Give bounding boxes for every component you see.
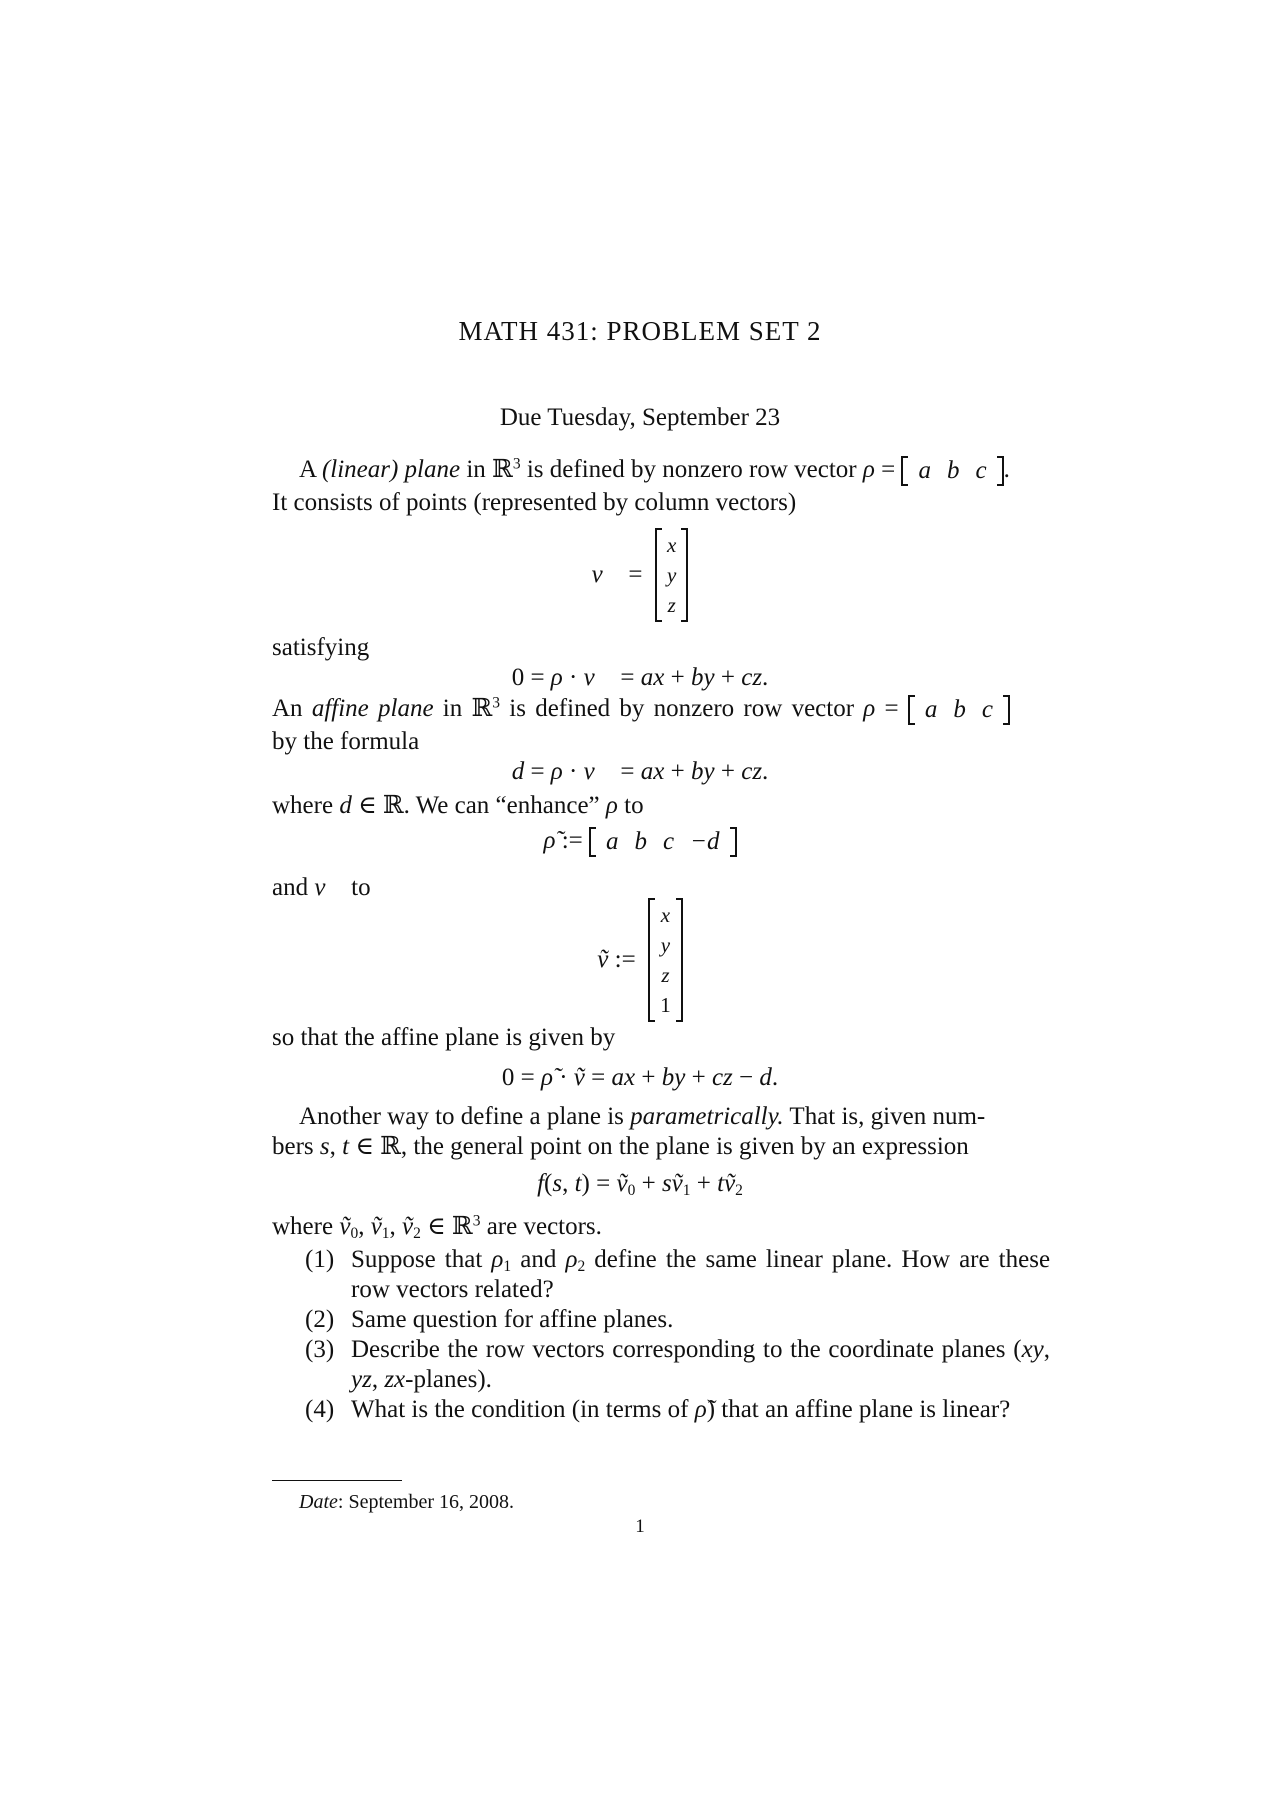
paragraph-parametric-line1 (272, 1102, 1074, 1132)
column-vector-v-tilde: x y z 1 (648, 898, 683, 1022)
text-fragment: to (351, 874, 371, 901)
equation-affine-plane: d = ρ · v⃗ = ax + by + cz. (511, 758, 769, 785)
paragraph-linear-plane-line1: A (linear) plane in ℝ$^3$ is defined by nonzero row vector ρ = a b c . (299, 455, 1010, 485)
column-vector-v: x y z (655, 528, 688, 622)
text-fragment: define the same linear plane. How are these row vectors related? (351, 1246, 1051, 1303)
equation-affine-tilde: 0 = ρ̃ · ṽ = ax + by + cz − d. (501, 1064, 779, 1091)
footnote-rule (272, 1480, 402, 1481)
text-fragment: Suppose that (351, 1246, 483, 1273)
page-number: 1 (635, 1516, 645, 1537)
text-fragment: bers (272, 1133, 314, 1160)
footnote-text: : September 16, 2008. (337, 1491, 514, 1513)
paragraph-parametric-line2: bers s, t ∈ ℝ, the general point on the plane is given by an expression (272, 1133, 969, 1160)
text-so-that: so that the affine plane is given by (272, 1024, 616, 1051)
item-number: (2) (305, 1306, 335, 1333)
paragraph-affine-plane-line1: An affine plane in ℝ$^3$ is defined by nonzero row vector ρ = a b c (272, 694, 1047, 725)
row-vector-rho-affine: a b c (908, 695, 1010, 725)
text-fragment: Describe the row vectors corresponding to the coordinate planes (351, 1336, 1006, 1363)
list-item: (4) What is the condition (in terms of ρ̃) that an affine plane is linear? (305, 1396, 1011, 1423)
equation-linear-plane: 0 = ρ · v⃗ = ax + by + cz. (511, 664, 769, 691)
text-fragment: and (272, 874, 309, 901)
equation-v-column: v⃗ = x y z (0, 528, 1280, 622)
equation-rho-tilde: ρ̃ := a b c −d (0, 826, 1280, 857)
text-fragment: to (624, 792, 644, 819)
paragraph-where-vectors: where ṽ$_0$, ṽ$_1$, ṽ$_2$ ∈ ℝ$^3$ are vectors. (272, 1212, 602, 1242)
text-fragment: What is the condition (in terms of (351, 1396, 689, 1423)
text-fragment: where (272, 792, 334, 819)
text-fragment: where (272, 1213, 334, 1240)
paragraph-linear-plane-line2: It consists of points (represented by column vectors) (272, 489, 797, 516)
text-fragment: the general point on the plane is given by an expression (413, 1133, 969, 1160)
text-fragment: is defined by nonzero row vector (526, 456, 857, 483)
item-number: (1) (305, 1246, 335, 1273)
term-linear-plane: (linear) plane (321, 456, 461, 483)
term-parametrically: parametrically. (630, 1103, 784, 1130)
text-fragment: An (272, 695, 303, 722)
due-date: Due Tuesday, September 23 (499, 404, 781, 431)
list-item: (3) Describe the row vectors corresponding to the coordinate planes (xy, yz, zx-planes). (305, 1336, 1051, 1393)
paragraph-affine-plane-line2: by the formula (272, 728, 420, 755)
text-fragment: Another way to define a plane is (299, 1103, 624, 1130)
text-fragment: -planes). (405, 1366, 492, 1393)
paragraph-enhance: where d ∈ ℝ. We can “enhance” ρ to (272, 792, 644, 819)
list-item (305, 1305, 1050, 1335)
text-fragment: are vectors. (486, 1213, 602, 1240)
text-fragment: A (299, 456, 316, 483)
text-fragment: ) that an affine plane is linear? (706, 1396, 1011, 1423)
row-vector-rho-tilde: a b c −d (589, 827, 736, 857)
equation-v-tilde: ṽ := x y z 1 (0, 898, 1280, 1022)
item-number: (4) (305, 1396, 335, 1423)
page-title: MATH 431: PROBLEM SET 2 (458, 316, 822, 346)
row-vector-rho: a b c (901, 456, 1003, 486)
text-fragment: We can “enhance” (415, 792, 600, 819)
equation-parametric: f(s, t) = ṽ$_0$ + sṽ$_1$ + tṽ$_2$ (537, 1170, 743, 1199)
footnote-label: Date (299, 1491, 338, 1513)
text-satisfying: satisfying (272, 634, 370, 661)
item-number: (3) (305, 1336, 335, 1363)
text-fragment: and (520, 1246, 557, 1273)
footnote-date (299, 1490, 514, 1514)
text-fragment: is defined by nonzero row vector (509, 695, 855, 722)
list-item: (1) Suppose that $\rho_1$ and $\rho_2$ define the same linear plane. How are these row vectors related? (305, 1246, 1051, 1303)
paragraph-and-v: and v⃗ to (272, 874, 371, 901)
term-affine-plane: affine plane (311, 695, 434, 722)
text-fragment: That is, given num- (789, 1103, 986, 1130)
text-fragment: Same question for affine planes. (351, 1306, 674, 1333)
